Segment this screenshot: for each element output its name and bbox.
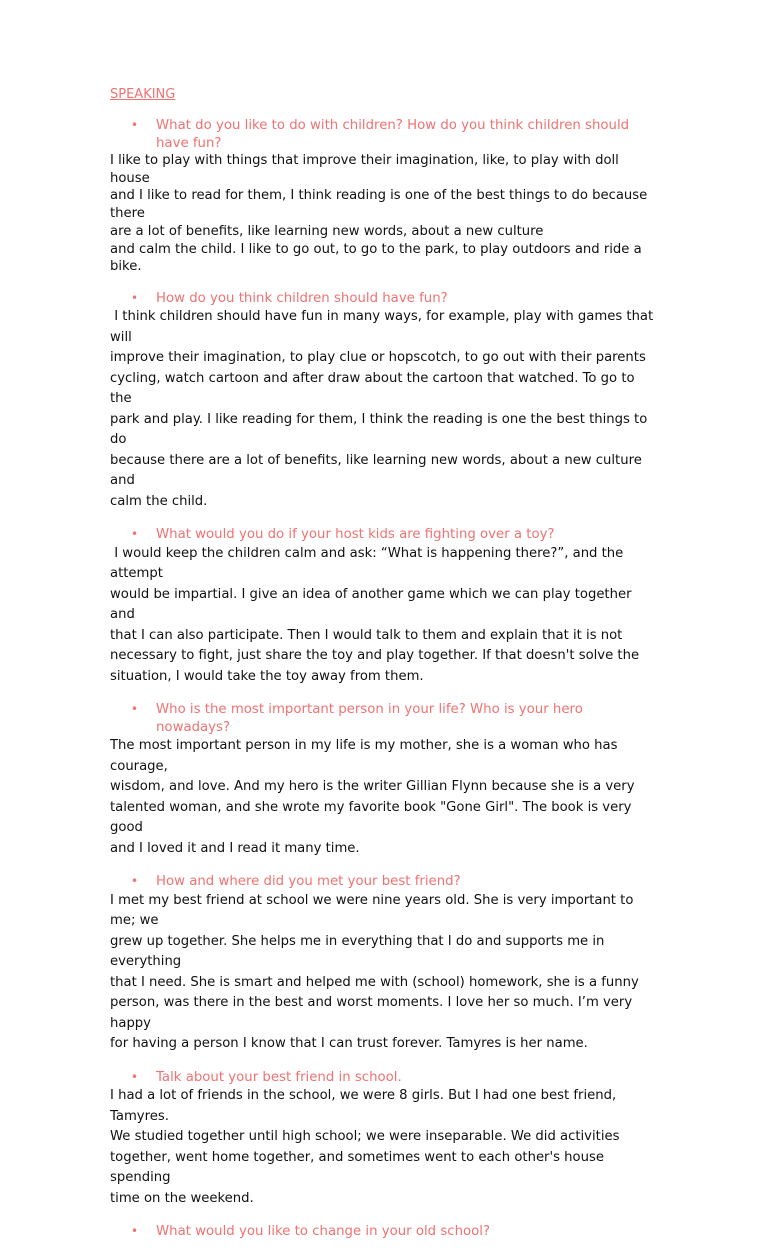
answer-line: The most important person in my life is my mother, she is a woman who has courage, xyxy=(110,738,622,774)
question-item xyxy=(110,1069,660,1087)
answer-paragraph xyxy=(110,544,660,688)
answer-line: and I like to read for them, I think reading is one of the best things to do because there xyxy=(110,188,652,222)
answer-line: I would keep the children calm and ask: “What is happening there?”, and the attempt xyxy=(110,545,628,582)
question-item xyxy=(110,117,660,152)
question-text: How and where did you met your best friend? xyxy=(156,874,461,890)
document-heading: SPEAKING xyxy=(110,87,176,102)
answer-line: and I loved it and I read it many time. xyxy=(110,840,360,856)
answer-line: cycling, watch cartoon and after draw about the cartoon that watched. To go to the xyxy=(110,370,639,407)
answer-line: together, went home together, and sometimes went to each other's house spending xyxy=(110,1149,609,1186)
answer-line: I like to play with things that improve their imagination, like, to play with doll house xyxy=(110,153,624,186)
bullet-icon: • xyxy=(131,1069,139,1084)
qa-section xyxy=(110,1069,660,1210)
answer-paragraph xyxy=(110,307,660,512)
qa-section xyxy=(110,526,660,687)
question-text: What do you like to do with children? How do you think children should have fun? xyxy=(156,118,630,151)
answer-line: grew up together. She helps me in everything that I do and supports me in everything xyxy=(110,933,609,970)
answer-line: calm the child. xyxy=(110,493,208,509)
answer-paragraph xyxy=(110,891,660,1055)
question-text: How do you think children should have fun? xyxy=(156,290,448,306)
answer-line: wisdom, and love. And my hero is the writer Gillian Flynn because she is a very xyxy=(110,779,635,795)
answer-line: that I need. She is smart and helped me with (school) homework, she is a funny xyxy=(110,974,639,990)
question-item xyxy=(110,526,660,544)
qa-section xyxy=(110,701,660,859)
answer-line: are a lot of benefits, like learning new words, about a new culture xyxy=(110,223,544,239)
bullet-icon: • xyxy=(131,1224,139,1239)
answer-line: I met my best friend at school we were nine years old. She is very important to me; we xyxy=(110,892,638,929)
answer-paragraph xyxy=(110,1086,660,1209)
question-item xyxy=(110,701,660,736)
answer-line: because there are a lot of benefits, like learning new words, about a new culture and xyxy=(110,452,647,489)
bullet-icon: • xyxy=(131,118,139,132)
answer-line: improve their imagination, to play clue or hopscotch, to go out with their parents xyxy=(110,350,646,366)
answer-line: would be impartial. I give an idea of another game which we can play together and xyxy=(110,586,636,623)
answer-line: necessary to fight, just share the toy and play together. If that doesn't solve the xyxy=(110,648,640,664)
bullet-icon: • xyxy=(131,290,139,305)
answer-line: person, was there in the best and worst moments. I love her so much. I’m very happy xyxy=(110,995,637,1031)
bullet-icon: • xyxy=(131,702,139,717)
question-text: What would you like to change in your old school? xyxy=(156,1224,491,1240)
document-page xyxy=(110,86,660,1255)
answer-paragraph xyxy=(110,152,660,276)
question-item xyxy=(110,873,660,891)
answer-line: I had a lot of friends in the school, we were 8 girls. But I had one best friend, Tamyres. xyxy=(110,1088,621,1124)
answer-line: time on the weekend. xyxy=(110,1190,254,1206)
bullet-icon: • xyxy=(131,527,139,542)
question-item xyxy=(110,290,660,308)
answer-paragraph xyxy=(110,736,660,859)
answer-line: for having a person I know that I can trust forever. Tamyres is her name. xyxy=(110,1036,588,1052)
qa-section xyxy=(110,873,660,1055)
question-item xyxy=(110,1223,660,1241)
question-list xyxy=(110,117,660,1241)
answer-line: We studied together until high school; we were inseparable. We did activities xyxy=(110,1129,620,1145)
qa-section xyxy=(110,1223,660,1241)
answer-line: park and play. I like reading for them, I think the reading is one the best things to do xyxy=(110,411,652,448)
question-text: Talk about your best friend in school. xyxy=(156,1069,402,1085)
answer-line: that I can also participate. Then I would talk to them and explain that it is not xyxy=(110,627,623,643)
question-text: Who is the most important person in your life? Who is your hero nowadays? xyxy=(156,702,583,735)
answer-line: I think children should have fun in many ways, for example, play with games that will xyxy=(110,309,658,345)
bullet-icon: • xyxy=(131,874,139,889)
qa-section xyxy=(110,117,660,276)
question-text: What would you do if your host kids are fighting over a toy? xyxy=(156,527,555,543)
answer-line: situation, I would take the toy away from them. xyxy=(110,668,424,684)
qa-section xyxy=(110,290,660,513)
answer-line: talented woman, and she wrote my favorite book "Gone Girl". The book is very good xyxy=(110,799,636,836)
answer-line: and calm the child. I like to go out, to go to the park, to play outdoors and ride a bike. xyxy=(110,241,646,275)
